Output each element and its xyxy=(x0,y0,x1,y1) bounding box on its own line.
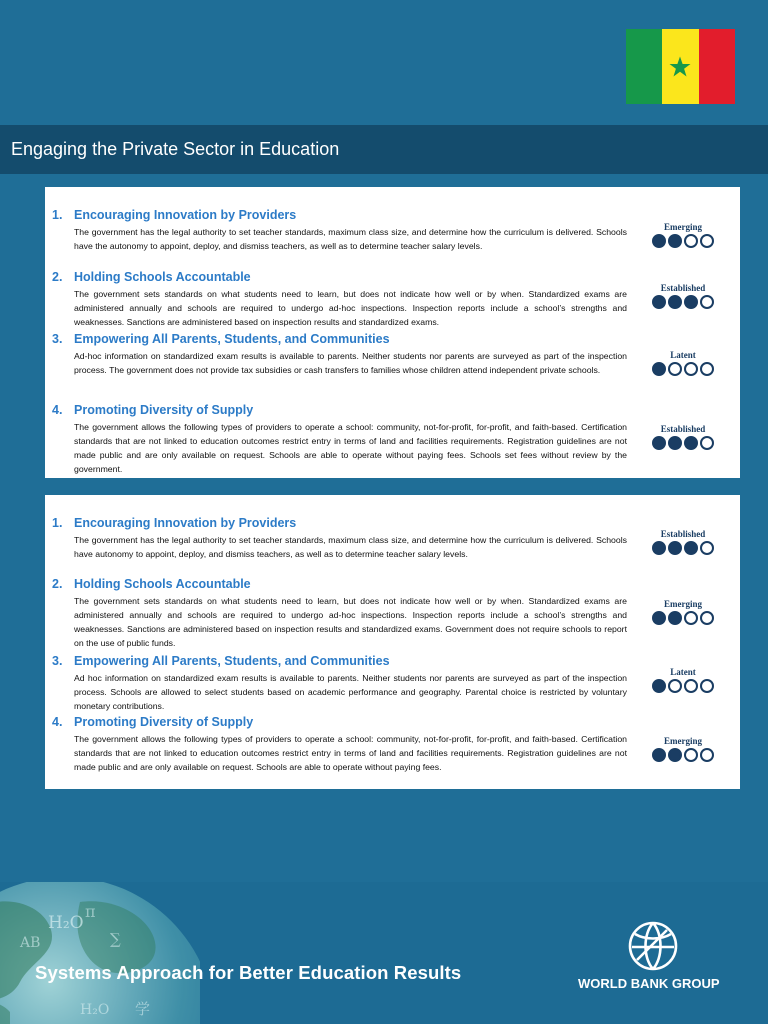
rating-dot-empty xyxy=(700,295,714,309)
indicator-number: 2. xyxy=(52,577,63,591)
indicator-description: The government sets standards on what students need to learn, but does not indicate how well or by when. Standardized exams are administered annually and schools are required to undergo ad-hoc inspections. Inspection reports include a school’s strengths and weaknesses. Sanctions are administered based on inspection results and standardized exams. Government does not require schools to report on the use of public funds. xyxy=(74,596,627,648)
rating-dot-empty xyxy=(700,362,714,376)
indicator-title: Promoting Diversity of Supply xyxy=(74,403,254,417)
rating-dots xyxy=(648,362,718,376)
rating-dot-empty xyxy=(684,679,698,693)
indicator-title: Empowering All Parents, Students, and Communities xyxy=(74,332,390,346)
indicators-panel-1 xyxy=(45,187,740,478)
rating-dot-filled xyxy=(652,295,666,309)
indicator-title: Promoting Diversity of Supply xyxy=(74,715,254,729)
indicator-heading xyxy=(52,516,296,530)
rating-dot-filled xyxy=(652,611,666,625)
rating-dot-filled xyxy=(684,295,698,309)
rating-dot-empty xyxy=(700,234,714,248)
rating-block xyxy=(648,599,718,625)
indicator-number: 3. xyxy=(52,332,63,346)
indicator-title: Holding Schools Accountable xyxy=(74,270,251,284)
indicator-title: Encouraging Innovation by Providers xyxy=(74,208,297,222)
indicator-description: The government allows the following types of providers to operate a school: community, not-for-profit, for-profit, and faith-based. Certification standards that are not linked to education outcomes restrict entry in terms of land and facilities requirements. Registration guidelines are not made public and are only available on request. Schools are able to operate without paying fees. Schools set fees without review by the government. xyxy=(74,422,627,474)
indicator-heading xyxy=(52,577,251,591)
rating-dots xyxy=(648,748,718,762)
rating-dot-empty xyxy=(700,541,714,555)
star-icon xyxy=(668,55,692,79)
rating-dot-filled xyxy=(668,436,682,450)
indicator-description: The government has the legal authority to set teacher standards, maximum class size, and determine how the curriculum is delivered. Schools have the autonomy to appoint, deploy, and dismiss teachers, as well as to determine teacher salary levels. xyxy=(74,227,627,251)
rating-dot-filled xyxy=(652,748,666,762)
globe-glyph: π xyxy=(85,902,96,921)
indicator-heading xyxy=(52,654,390,668)
rating-block xyxy=(648,424,718,450)
indicator-description: The government allows the following types of providers to operate a school: community, not-for-profit, for-profit, and faith-based. Certification standards that are not linked to education outcomes restrict entry in terms of land and facilities requirements. Registration guidelines are not made public and are only available on request. Schools are able to operate without paying fees. xyxy=(74,734,627,772)
rating-dot-empty xyxy=(700,748,714,762)
indicator-heading xyxy=(52,332,390,346)
title-bar xyxy=(0,125,768,174)
globe-glyph: ∑ xyxy=(110,930,121,948)
rating-block xyxy=(648,283,718,309)
rating-label: Emerging xyxy=(664,599,702,609)
rating-dot-empty xyxy=(684,234,698,248)
rating-dot-filled xyxy=(652,679,666,693)
globe-glyph: 学 xyxy=(135,1000,151,1018)
rating-dot-filled xyxy=(652,362,666,376)
rating-block xyxy=(648,529,718,555)
indicator-number: 4. xyxy=(52,403,63,417)
rating-dot-filled xyxy=(684,436,698,450)
page-title: Engaging the Private Sector in Education xyxy=(11,139,340,159)
indicator-heading xyxy=(52,270,251,284)
world-bank-globe-icon xyxy=(627,920,679,972)
rating-dot-filled xyxy=(684,541,698,555)
indicator-number: 4. xyxy=(52,715,63,729)
rating-dots xyxy=(648,611,718,625)
rating-dot-empty xyxy=(684,362,698,376)
rating-label: Emerging xyxy=(664,736,702,746)
rating-label: Emerging xyxy=(664,222,702,232)
globe-glyph: H₂O xyxy=(48,913,84,933)
rating-dots xyxy=(648,436,718,450)
indicator-heading xyxy=(52,403,253,417)
rating-dot-empty xyxy=(700,436,714,450)
rating-label: Established xyxy=(660,424,706,434)
flag-yellow-band xyxy=(662,29,698,104)
footer-tagline: Systems Approach for Better Education Results xyxy=(35,962,462,983)
rating-dots xyxy=(648,295,718,309)
rating-label: Latent xyxy=(670,350,696,360)
rating-dot-empty xyxy=(700,611,714,625)
rating-dot-filled xyxy=(652,541,666,555)
rating-block xyxy=(648,736,718,762)
indicator-number: 1. xyxy=(52,208,63,222)
rating-label: Latent xyxy=(670,667,696,677)
rating-dot-empty xyxy=(668,362,682,376)
rating-dot-filled xyxy=(668,295,682,309)
indicator-heading xyxy=(52,715,253,729)
rating-block xyxy=(648,667,718,693)
indicator-description: The government sets standards on what students need to learn, but does not indicate how well or by when. Standardized exams are administered annually and schools are required to undergo ad-hoc inspections. Inspection reports include a school’s strengths and weaknesses. Sanctions are administered based on inspection results and standardized exams. xyxy=(74,289,627,327)
flag-red-band xyxy=(699,29,735,104)
indicator-description: The government has the legal authority to set teacher standards, maximum class size, and determine how the curriculum is delivered. Schools have autonomy to appoint, deploy, and dismiss teachers, as well as to determine teacher salary levels. xyxy=(74,535,627,559)
indicator-heading xyxy=(52,208,296,222)
rating-label: Established xyxy=(660,529,706,539)
rating-dot-filled xyxy=(668,541,682,555)
rating-label: Established xyxy=(660,283,706,293)
rating-block xyxy=(648,350,718,376)
indicator-description: Ad-hoc information on standardized exam results is available to parents. Neither students nor parents are surveyed as part of the inspection process. The government does not provide tax subsidies or cash transfers to families whose children attend independent private schools. xyxy=(74,351,627,375)
indicators-panel-2 xyxy=(45,495,740,789)
rating-dot-filled xyxy=(652,436,666,450)
globe-glyph: H₂O xyxy=(80,1002,110,1018)
indicator-title: Holding Schools Accountable xyxy=(74,577,251,591)
rating-dot-filled xyxy=(668,611,682,625)
organization-name: WORLD BANK GROUP xyxy=(578,976,720,991)
rating-dot-empty xyxy=(700,679,714,693)
globe-icon xyxy=(0,882,200,1024)
indicator-number: 3. xyxy=(52,654,63,668)
indicator-title: Encouraging Innovation by Providers xyxy=(74,516,297,530)
rating-dot-filled xyxy=(668,234,682,248)
rating-dot-filled xyxy=(652,234,666,248)
indicator-description: Ad hoc information on standardized exam results is available to parents. Neither students nor parents are surveyed as part of the inspection process. Schools are allowed to select students based on academic performance and geography. Parental choice is restricted by voluntary monetary contributions. xyxy=(74,673,627,711)
footer-banner xyxy=(0,882,768,1024)
indicator-number: 1. xyxy=(52,516,63,530)
rating-dot-filled xyxy=(668,748,682,762)
rating-dots xyxy=(648,541,718,555)
rating-dot-empty xyxy=(668,679,682,693)
rating-dots xyxy=(648,679,718,693)
indicator-number: 2. xyxy=(52,270,63,284)
rating-dots xyxy=(648,234,718,248)
senegal-flag xyxy=(626,29,735,104)
rating-block xyxy=(648,222,718,248)
globe-glyph: AB xyxy=(20,935,41,951)
rating-dot-empty xyxy=(684,611,698,625)
flag-green-band xyxy=(626,29,662,104)
indicator-title: Empowering All Parents, Students, and Communities xyxy=(74,654,390,668)
rating-dot-empty xyxy=(684,748,698,762)
